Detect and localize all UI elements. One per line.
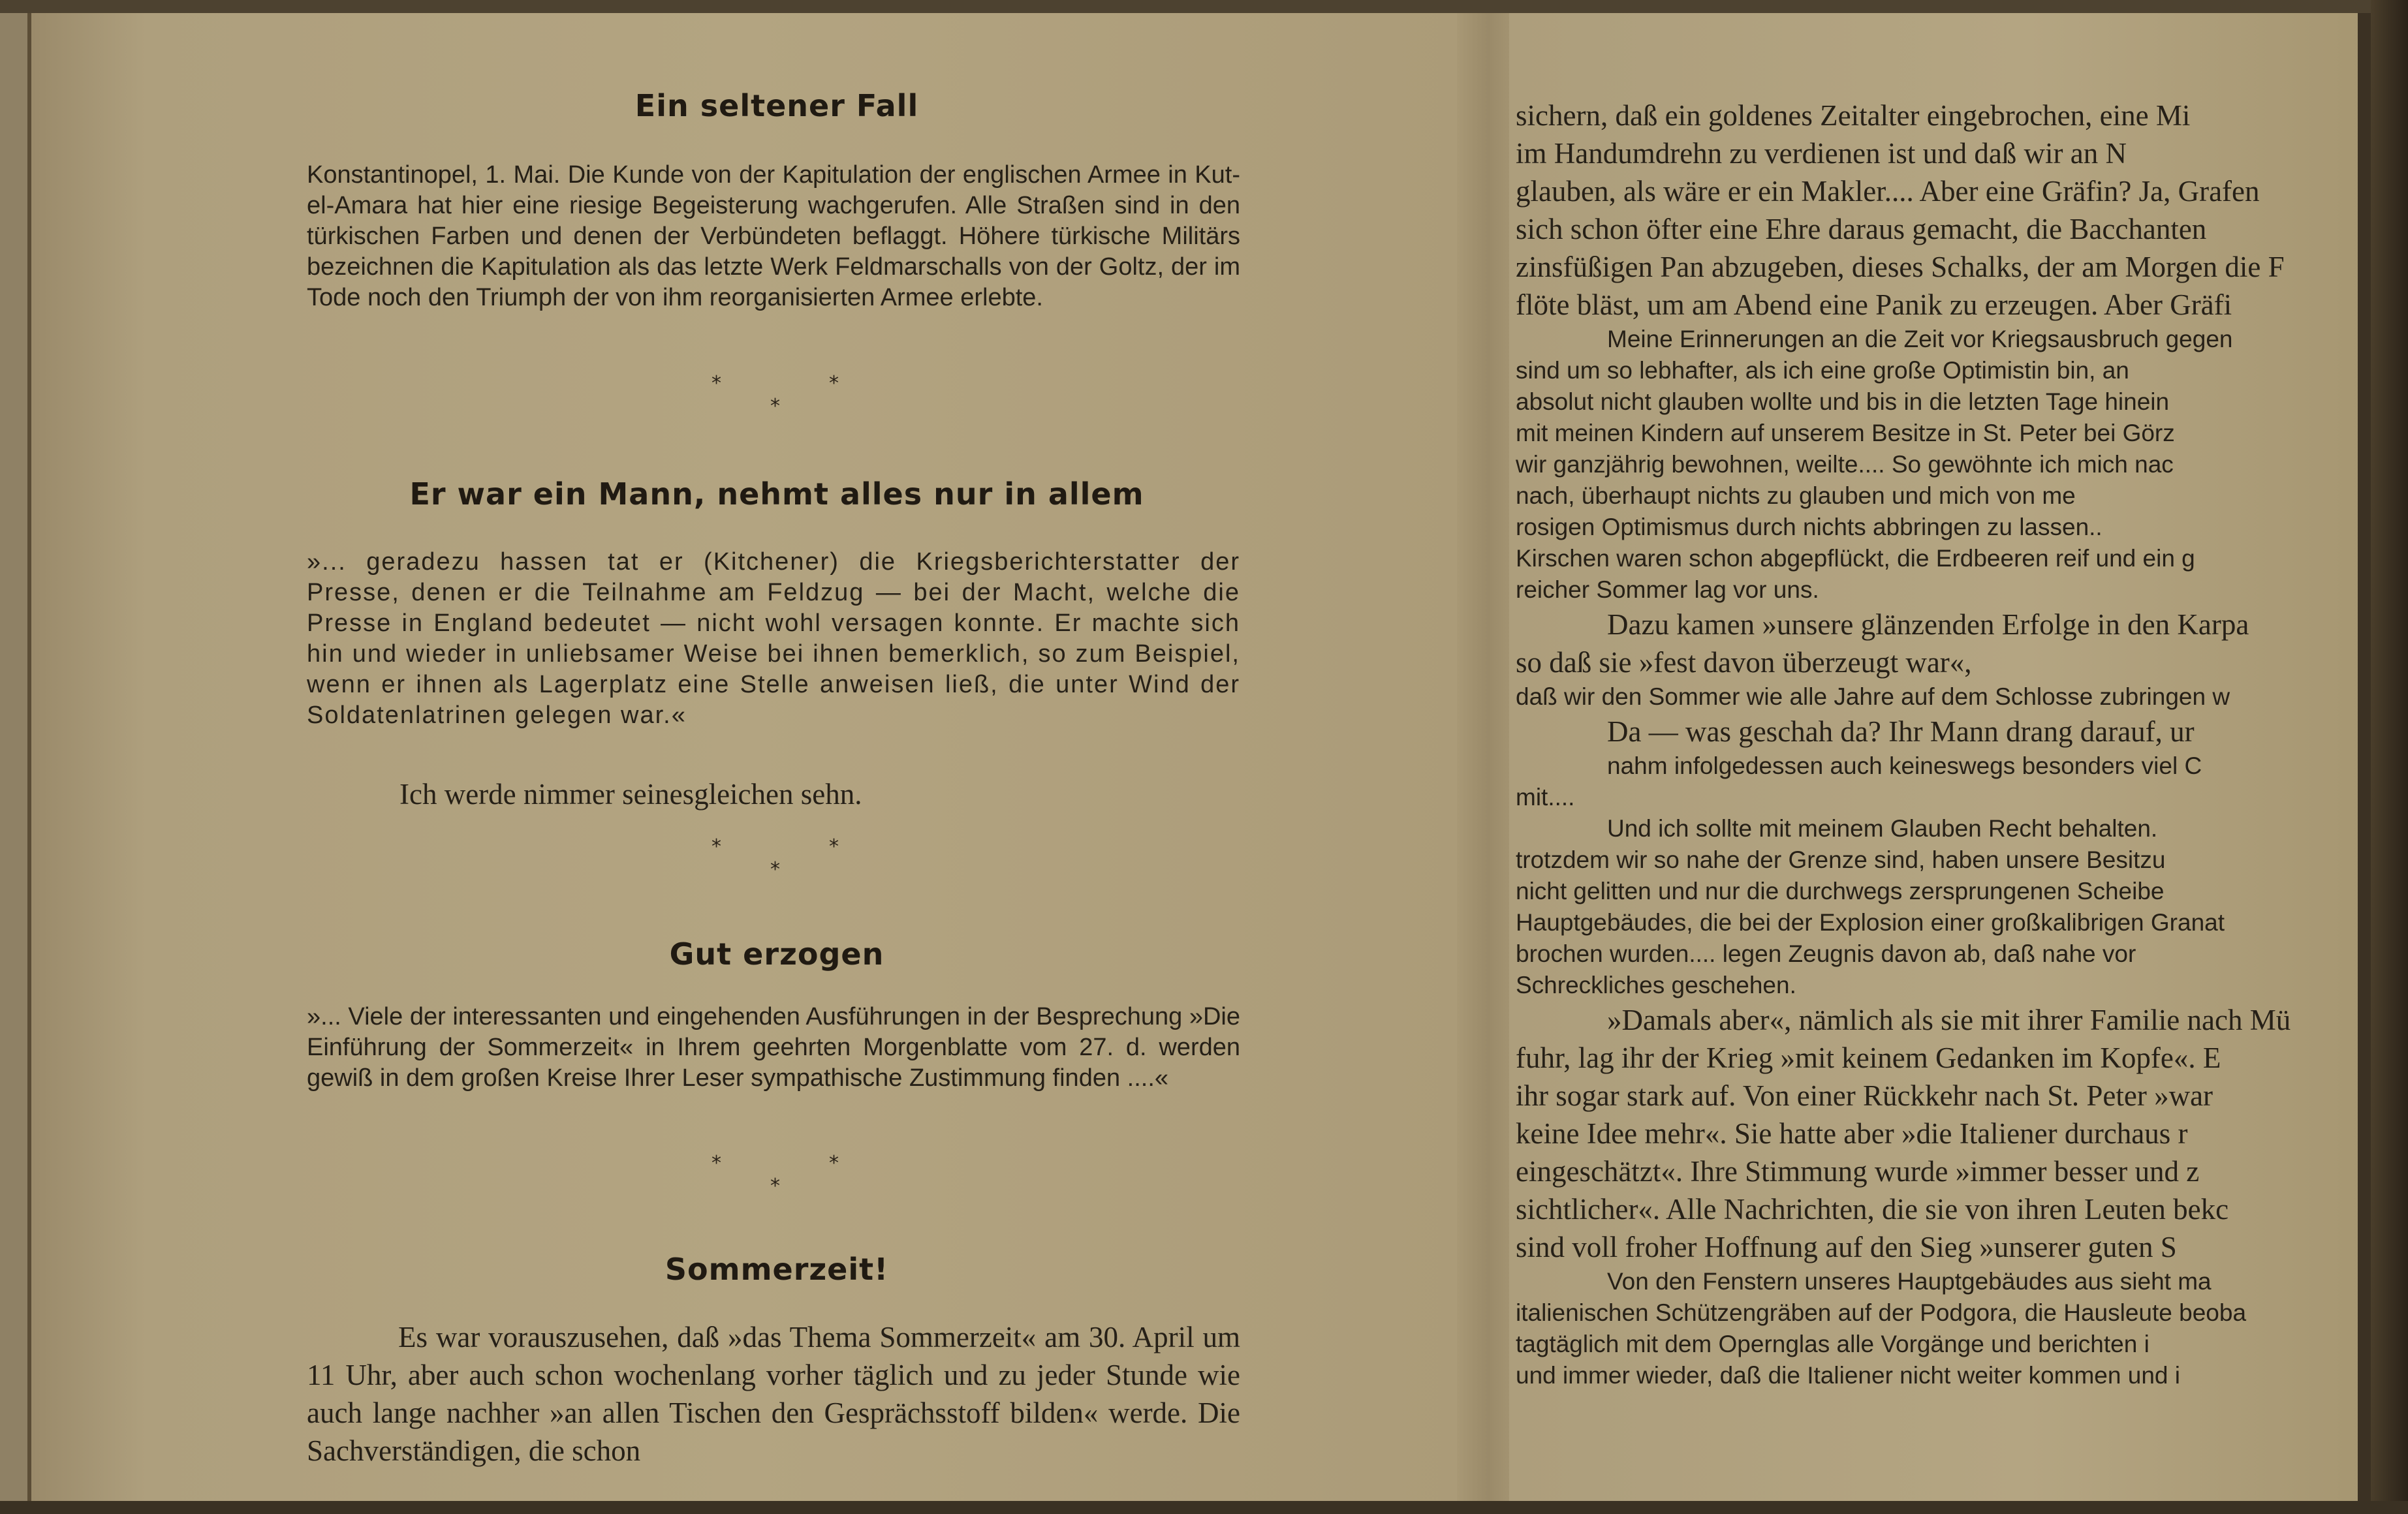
right-page-line: Schreckliches geschehen. — [1516, 972, 1796, 998]
separator-star: * — [829, 372, 839, 395]
right-page-line: mit.... — [1516, 784, 1575, 811]
right-page-line: keine Idee mehr«. Sie hatte aber »die Italiener durchaus r — [1516, 1117, 2188, 1150]
article-sommerzeit: Es war vorauszusehen, daß »das Thema Sommerzeit« am 30. April um 11 Uhr, aber auch schon wochenlang vorher täglich und zu jeder Stunde wie auch lange nachher »an allen Tischen den Gesprächsstoff bilden« werde. Die Sachverständigen, die schon — [307, 1321, 1240, 1467]
quote-closing-line: Ich werde nimmer seinesgleichen sehn. — [399, 778, 862, 811]
separator-star: * — [829, 835, 839, 858]
right-page-line: Von den Fenstern unseres Hauptgebäudes aus sieht ma — [1607, 1268, 2212, 1295]
right-page-line: »Damals aber«, nämlich als sie mit ihrer Familie nach Mü — [1607, 1004, 2291, 1036]
right-page-line: nahm infolgedessen auch keineswegs besonders viel C — [1607, 752, 2202, 779]
separator-1 — [692, 372, 862, 418]
right-page-line: zinsfüßigen Pan abzugeben, dieses Schalks, der am Morgen die F — [1516, 251, 2285, 283]
right-page-line: reicher Sommer lag vor uns. — [1516, 576, 1819, 603]
right-page-line: brochen wurden.... legen Zeugnis davon ab, daß nahe vor — [1516, 940, 2136, 967]
right-page-text — [1516, 97, 2364, 1391]
heading-sommerzeit: Sommerzeit! — [665, 1252, 889, 1287]
right-page-line: im Handumdrehn zu verdienen ist und daß wir an N — [1516, 137, 2127, 170]
right-page-line: flöte bläst, um am Abend eine Panik zu erzeugen. Aber Gräfi — [1516, 288, 2232, 321]
right-page-line: und immer wieder, daß die Italiener nicht weiter kommen und i — [1516, 1362, 2180, 1389]
scan-bottom-edge — [0, 1501, 2408, 1514]
right-page-line: Kirschen waren schon abgepflückt, die Erdbeeren reif und ein g — [1516, 545, 2195, 572]
separator-star: * — [711, 372, 721, 395]
separator-star: * — [770, 395, 780, 418]
right-page-line: Dazu kamen »unsere glänzenden Erfolge in den Karpa — [1607, 608, 2249, 641]
right-page-line: so daß sie »fest davon überzeugt war«, — [1516, 646, 1972, 679]
right-page-line: sichern, daß ein goldenes Zeitalter eingebrochen, eine Mi — [1516, 99, 2191, 132]
right-page-line: sich schon öfter eine Ehre daraus gemacht, die Bacchanten — [1516, 213, 2207, 245]
separator-star: * — [770, 1175, 780, 1197]
heading-gut-erzogen: Gut erzogen — [669, 936, 884, 972]
separator-star: * — [711, 1152, 721, 1175]
scan-right-edge — [2371, 0, 2408, 1514]
book-gutter — [1457, 13, 1509, 1501]
right-page-line: wir ganzjährig bewohnen, weilte.... So gewöhnte ich mich nac — [1516, 451, 2174, 478]
right-page-line: Da — was geschah da? Ihr Mann drang darauf, ur — [1607, 715, 2195, 748]
article-ein-seltener-fall: Konstantinopel, 1. Mai. Die Kunde von der Kapitulation der englischen Armee in Kut-el-Amara hat hier eine riesige Begeisterung wachgerufen. Alle Straßen sind in den türkischen Farben und denen der Verbündeten beflaggt. Höhere türkische Militärs bezeichnen die Kapitulation als das letzte Werk Feldmarschalls von der Goltz, der im Tode noch den Triumph der von ihm reorganisierten Armee erlebte. — [307, 161, 1240, 311]
separator-3 — [692, 1152, 862, 1197]
right-page-line: Meine Erinnerungen an die Zeit vor Kriegsausbruch gegen — [1607, 326, 2233, 352]
separator-star: * — [829, 1152, 839, 1175]
right-page-line: sind um so lebhafter, als ich eine große Optimistin bin, an — [1516, 357, 2129, 384]
right-page-line: nach, überhaupt nichts zu glauben und mich von me — [1516, 482, 2076, 509]
right-page-line: italienischen Schützengräben auf der Podgora, die Hausleute beoba — [1516, 1299, 2247, 1326]
right-page-line: daß wir den Sommer wie alle Jahre auf dem Schlosse zubringen w — [1516, 683, 2230, 710]
right-page-line: sind voll froher Hoffnung auf den Sieg »unserer guten S — [1516, 1231, 2177, 1263]
separator-star: * — [711, 835, 721, 858]
right-page-line: rosigen Optimismus durch nichts abbringen zu lassen.. — [1516, 514, 2103, 540]
scan-top-edge — [0, 0, 2408, 13]
right-page — [1509, 13, 2371, 1501]
right-page-line: eingeschätzt«. Ihre Stimmung wurde »immer besser und z — [1516, 1155, 2200, 1188]
right-page-line: fuhr, lag ihr der Krieg »mit keinem Gedanken im Kopfe«. E — [1516, 1042, 2221, 1074]
article-gut-erzogen: »... Viele der interessanten und eingehenden Ausführungen in der Besprechung »Die Einführung der Sommerzeit« in Ihrem geehrten Morgenblatte vom 27. d. werden gewiß in dem großen Kreise Ihrer Leser sympathische Zustimmung finden ....« — [307, 1003, 1240, 1092]
right-page-line: ihr sogar stark auf. Von einer Rückkehr nach St. Peter »war — [1516, 1079, 2213, 1112]
separator-star: * — [770, 858, 780, 881]
right-page-cut-edge — [2358, 13, 2371, 1501]
right-page-line: trotzdem wir so nahe der Grenze sind, haben unsere Besitzu — [1516, 846, 2166, 873]
right-page-line: Hauptgebäudes, die bei der Explosion einer großkalibrigen Granat — [1516, 909, 2225, 936]
right-page-line: glauben, als wäre er ein Makler.... Aber eine Gräfin? Ja, Grafen — [1516, 175, 2260, 208]
right-page-line: sichtlicher«. Alle Nachrichten, die sie von ihren Leuten bekc — [1516, 1193, 2229, 1226]
separator-2 — [692, 835, 862, 881]
right-page-line: mit meinen Kindern auf unserem Besitze in St. Peter bei Görz — [1516, 420, 2175, 446]
right-page-line: absolut nicht glauben wollte und bis in die letzten Tage hinein — [1516, 388, 2170, 415]
right-page-line: nicht gelitten und nur die durchwegs zersprungenen Scheibe — [1516, 878, 2165, 904]
right-page-line: tagtäglich mit dem Opernglas alle Vorgänge und berichten i — [1516, 1331, 2150, 1357]
heading-ein-seltener-fall: Ein seltener Fall — [634, 88, 919, 123]
article-er-war-ein-mann: »... geradezu hassen tat er (Kitchener) die Kriegsberichterstatter der Presse, denen er die Teilnahme am Feldzug — bei der Macht, welche die Presse in England bedeutet — nicht wohl versagen konnte. Er machte sich hin und wieder in unliebsamer Weise bei ihnen bemerklich, so zum Beispiel, wenn er ihnen als Lagerplatz eine Stelle anweisen ließ, die unter Wind der Soldatenlatrinen gelegen war.« — [307, 548, 1240, 729]
right-page-line: Und ich sollte mit meinem Glauben Recht behalten. — [1607, 815, 2158, 842]
heading-er-war-ein-mann: Er war ein Mann, nehmt alles nur in allem — [409, 476, 1144, 512]
